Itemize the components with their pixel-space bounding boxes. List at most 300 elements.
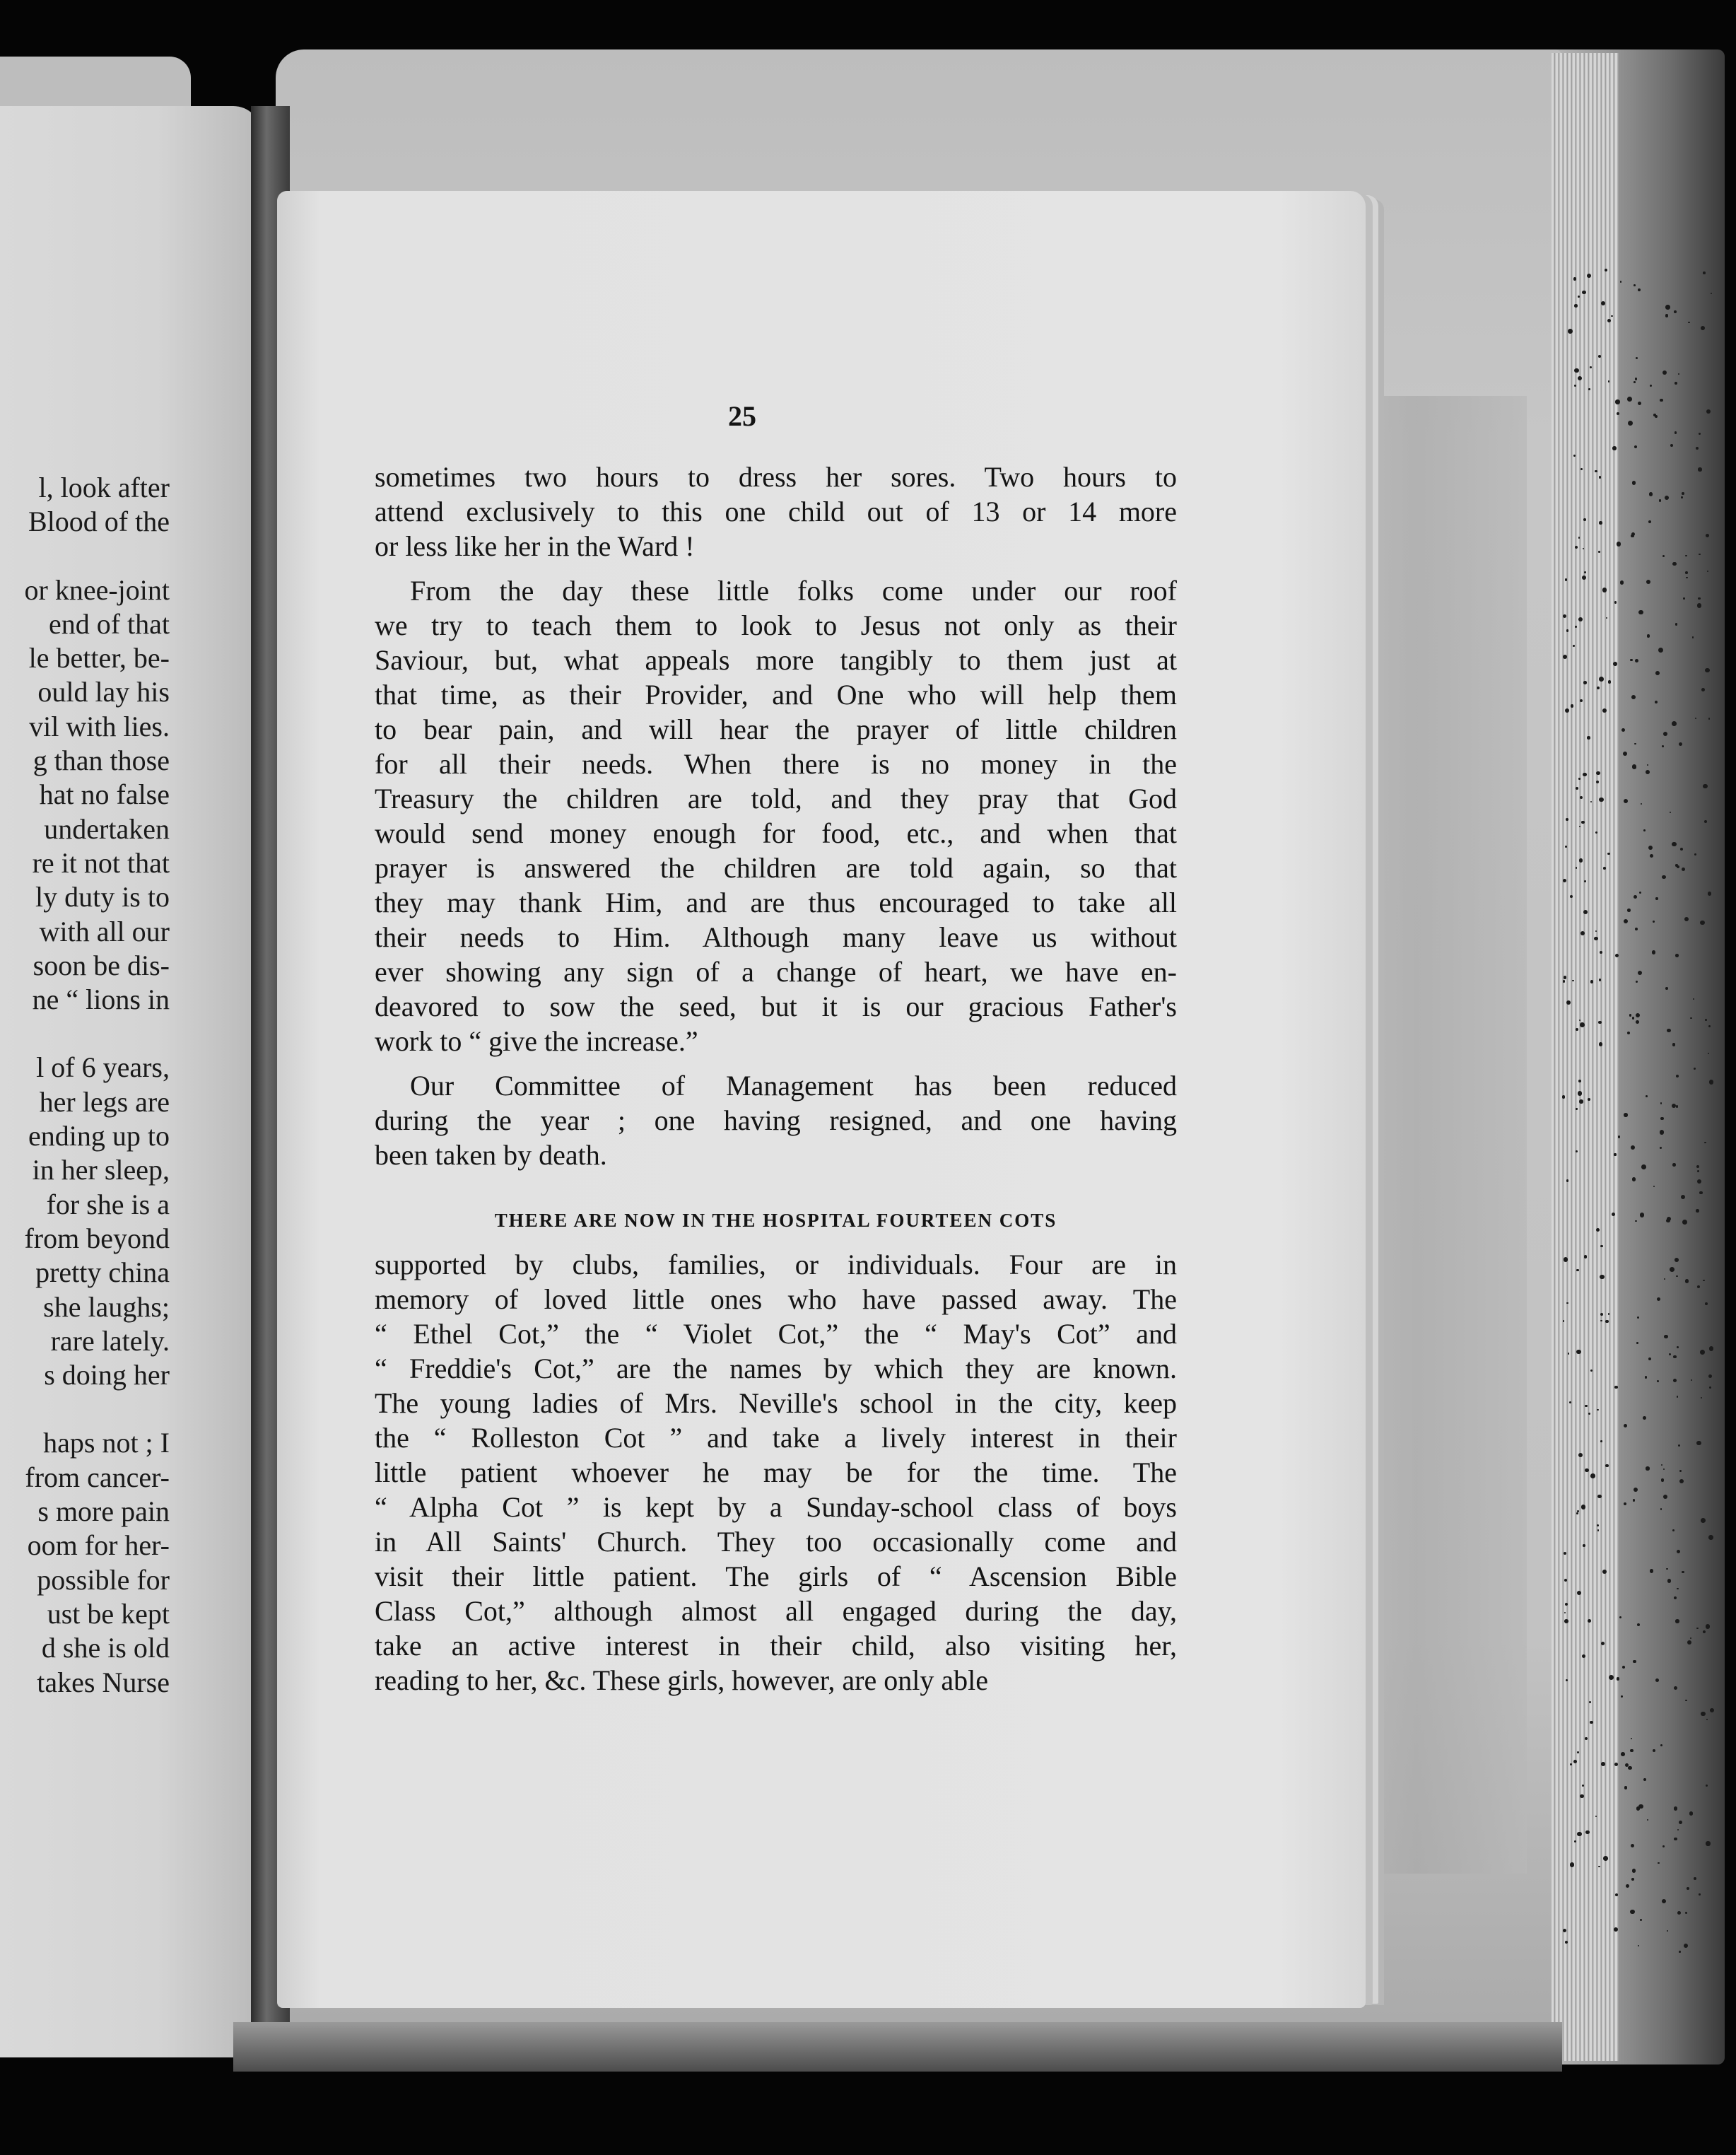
speck bbox=[1633, 1499, 1635, 1501]
speck bbox=[1693, 998, 1694, 1000]
left-text-line: soon be dis- bbox=[33, 949, 170, 981]
speck bbox=[1568, 329, 1573, 334]
speck bbox=[1684, 1944, 1688, 1948]
speck bbox=[1646, 1095, 1648, 1097]
speck bbox=[1698, 467, 1702, 472]
speck bbox=[1578, 1453, 1583, 1457]
speck bbox=[1631, 1844, 1634, 1847]
left-text-line: d she is old bbox=[41, 1632, 170, 1664]
speck bbox=[1662, 370, 1667, 375]
speck bbox=[1635, 767, 1636, 769]
speck bbox=[1631, 695, 1636, 699]
speck bbox=[1653, 1749, 1655, 1752]
speck bbox=[1585, 1830, 1589, 1834]
speck bbox=[1705, 668, 1710, 673]
text-line: little patient whoever he may be for the time. The bbox=[375, 1456, 1177, 1488]
speck bbox=[1621, 1695, 1622, 1697]
speck bbox=[1583, 773, 1586, 776]
speck bbox=[1662, 875, 1666, 880]
speck bbox=[1677, 1550, 1680, 1553]
speck bbox=[1673, 1355, 1677, 1359]
speck bbox=[1578, 1091, 1582, 1095]
speck bbox=[1638, 288, 1641, 291]
speck bbox=[1646, 770, 1650, 774]
speck bbox=[1621, 1752, 1625, 1756]
speck bbox=[1643, 829, 1646, 831]
bleed-through-illustration bbox=[1343, 396, 1527, 1874]
speck bbox=[1624, 1113, 1628, 1117]
left-text-line: or knee-joint bbox=[24, 573, 170, 606]
speck bbox=[1597, 1495, 1601, 1498]
speck bbox=[1660, 1147, 1662, 1149]
speck bbox=[1679, 1479, 1684, 1483]
left-text-line: ust be kept bbox=[47, 1597, 170, 1630]
speck bbox=[1662, 745, 1664, 747]
text-line: for all their needs. When there is no money in the bbox=[375, 748, 1177, 780]
speck bbox=[1638, 610, 1643, 615]
speck bbox=[1675, 864, 1677, 866]
speck bbox=[1595, 1816, 1597, 1817]
speck bbox=[1708, 1374, 1712, 1378]
speck bbox=[1653, 414, 1656, 416]
speck bbox=[1576, 787, 1578, 790]
speck bbox=[1614, 1927, 1618, 1932]
speck bbox=[1630, 659, 1632, 661]
speck bbox=[1581, 1505, 1585, 1509]
speck bbox=[1585, 1405, 1588, 1408]
speck bbox=[1615, 399, 1619, 404]
text-line: would send money enough for food, etc., and when that bbox=[375, 817, 1177, 849]
speck bbox=[1565, 846, 1567, 848]
speck bbox=[1708, 1535, 1713, 1540]
speck bbox=[1613, 662, 1617, 666]
speck bbox=[1564, 1619, 1568, 1623]
speck bbox=[1682, 868, 1685, 871]
left-text-line: end of that bbox=[48, 607, 170, 640]
speck bbox=[1646, 1466, 1649, 1470]
left-text-line: l, look after bbox=[38, 472, 170, 503]
speck bbox=[1630, 1910, 1634, 1914]
left-page-text bbox=[0, 471, 170, 1700]
speck bbox=[1599, 677, 1604, 682]
left-text-line: ly duty is to bbox=[35, 881, 170, 913]
text-line: been taken by death. bbox=[375, 1139, 607, 1171]
speck bbox=[1661, 1464, 1662, 1466]
text-line: their needs to Him. Although many leave us without bbox=[375, 921, 1177, 953]
left-text-line: ending up to bbox=[28, 1120, 170, 1152]
text-line: The young ladies of Mrs. Neville's school in the city, keep bbox=[375, 1387, 1177, 1419]
speck bbox=[1590, 366, 1592, 368]
speck bbox=[1660, 399, 1662, 402]
speck bbox=[1704, 820, 1707, 823]
speck bbox=[1670, 1267, 1675, 1272]
speck bbox=[1706, 1841, 1710, 1845]
speck bbox=[1627, 909, 1631, 912]
speck bbox=[1641, 1164, 1646, 1169]
speck bbox=[1665, 987, 1668, 990]
text-line: “ Freddie's Cot,” are the names by which they are known. bbox=[375, 1353, 1177, 1384]
speck bbox=[1598, 551, 1600, 553]
left-text-line: pretty china bbox=[35, 1256, 170, 1289]
left-text-line: from beyond bbox=[24, 1222, 170, 1254]
speck bbox=[1598, 1021, 1602, 1024]
text-line: memory of loved little ones who have passed away. The bbox=[375, 1283, 1177, 1315]
text-line: take an active interest in their child, also visiting her, bbox=[375, 1630, 1177, 1661]
speck bbox=[1658, 1862, 1659, 1864]
speck bbox=[1665, 305, 1670, 309]
text-line: we try to teach them to look to Jesus not only as their bbox=[375, 609, 1177, 641]
speck bbox=[1655, 671, 1660, 675]
speck bbox=[1662, 555, 1665, 557]
text-line: Our Committee of Management has been reduced bbox=[410, 1070, 1177, 1102]
speck bbox=[1675, 431, 1677, 434]
text-line: deavored to sow the seed, but it is our gracious Father's bbox=[375, 991, 1177, 1022]
section-heading: THERE ARE NOW IN THE HOSPITAL FOURTEEN COTS bbox=[494, 1210, 1057, 1231]
text-line: during the year ; one having resigned, and one having bbox=[375, 1104, 1177, 1136]
speck bbox=[1563, 980, 1566, 983]
speck bbox=[1685, 571, 1688, 574]
text-line: From the day these little folks come under our roof bbox=[410, 575, 1177, 607]
speck bbox=[1675, 1258, 1679, 1262]
speck bbox=[1600, 1245, 1603, 1248]
speck bbox=[1677, 1396, 1679, 1398]
text-line: reading to her, &c. These girls, however, are only able bbox=[375, 1664, 988, 1696]
speck bbox=[1582, 1785, 1584, 1787]
speck bbox=[1667, 1930, 1668, 1932]
speck bbox=[1600, 1313, 1603, 1316]
speck bbox=[1643, 1416, 1646, 1420]
speck bbox=[1705, 1302, 1708, 1305]
speck bbox=[1682, 1571, 1684, 1573]
speck bbox=[1583, 681, 1587, 684]
speck bbox=[1699, 1893, 1700, 1895]
speck bbox=[1624, 799, 1628, 803]
speck bbox=[1683, 597, 1684, 599]
speck bbox=[1582, 291, 1586, 295]
speck bbox=[1619, 1616, 1621, 1618]
speck bbox=[1708, 718, 1710, 719]
speck bbox=[1578, 778, 1580, 779]
speck bbox=[1563, 614, 1566, 618]
left-text-line: Blood of the bbox=[28, 506, 170, 538]
left-text-line: le better, be- bbox=[28, 642, 170, 674]
text-line: “ Ethel Cot,” the “ Violet Cot,” the “ May's Cot” and bbox=[375, 1318, 1177, 1350]
speck bbox=[1655, 1678, 1659, 1682]
speck bbox=[1580, 1022, 1585, 1027]
speck bbox=[1659, 499, 1661, 501]
speck bbox=[1576, 1108, 1577, 1109]
speck bbox=[1660, 1102, 1662, 1104]
speck bbox=[1578, 617, 1583, 621]
speck bbox=[1696, 447, 1699, 450]
speck bbox=[1710, 1708, 1714, 1712]
speck bbox=[1635, 378, 1638, 380]
speck bbox=[1655, 897, 1658, 899]
speck bbox=[1631, 1878, 1634, 1881]
speck bbox=[1583, 1544, 1585, 1547]
text-line: they may thank Him, and are thus encouraged to take all bbox=[375, 887, 1177, 918]
speck bbox=[1705, 1019, 1707, 1021]
speck bbox=[1636, 1342, 1638, 1344]
speck bbox=[1635, 928, 1638, 930]
speck bbox=[1676, 1105, 1678, 1107]
speck bbox=[1599, 1042, 1602, 1046]
text-line: Saviour, but, what appeals more tangibly to them just at bbox=[375, 644, 1177, 676]
speck bbox=[1566, 818, 1568, 821]
speck bbox=[1660, 1117, 1664, 1121]
speck bbox=[1614, 1153, 1616, 1155]
text-line: in All Saints' Church. They too occasionally come and bbox=[375, 1526, 1177, 1558]
left-text-line: l of 6 years, bbox=[36, 1051, 170, 1084]
speck bbox=[1709, 1346, 1713, 1350]
speck bbox=[1574, 304, 1578, 308]
speck bbox=[1672, 562, 1677, 566]
speck bbox=[1646, 580, 1650, 584]
speck bbox=[1672, 1529, 1675, 1531]
speck bbox=[1700, 921, 1705, 925]
speck bbox=[1682, 1220, 1687, 1225]
speck bbox=[1580, 796, 1583, 799]
speck bbox=[1672, 842, 1677, 847]
speck bbox=[1696, 1209, 1699, 1213]
speck bbox=[1632, 1869, 1636, 1873]
speck bbox=[1602, 588, 1607, 592]
speck bbox=[1573, 645, 1575, 647]
speck bbox=[1580, 931, 1585, 935]
speck bbox=[1694, 853, 1696, 855]
speck bbox=[1696, 1165, 1699, 1168]
left-text-line: for she is a bbox=[46, 1188, 170, 1220]
text-line: or less like her in the Ward ! bbox=[375, 530, 695, 562]
speck bbox=[1603, 867, 1606, 870]
speck bbox=[1708, 1025, 1711, 1027]
speck bbox=[1681, 496, 1683, 498]
left-text-line: oom for her- bbox=[27, 1529, 170, 1562]
speck bbox=[1621, 728, 1625, 732]
page-bottom-shadow bbox=[233, 2022, 1562, 2072]
speck bbox=[1660, 1744, 1662, 1746]
left-text-line: vil with lies. bbox=[29, 710, 170, 742]
speck bbox=[1640, 1213, 1644, 1217]
speck bbox=[1701, 326, 1705, 330]
speck bbox=[1588, 1619, 1591, 1623]
left-text-line: re it not that bbox=[32, 846, 170, 879]
speck bbox=[1588, 388, 1590, 390]
speck bbox=[1576, 1512, 1578, 1514]
left-text-line: undertaken bbox=[44, 812, 170, 845]
text-line: Class Cot,” although almost all engaged during the day, bbox=[375, 1595, 1177, 1627]
speck bbox=[1601, 1762, 1605, 1766]
speck bbox=[1598, 355, 1601, 358]
speck bbox=[1660, 1130, 1664, 1134]
text-line: to bear pain, and will hear the prayer of little children bbox=[375, 713, 1177, 745]
speck bbox=[1563, 1320, 1564, 1321]
main-page-text bbox=[375, 460, 1177, 1698]
speck bbox=[1565, 1941, 1568, 1944]
text-line: attend exclusively to this one child out of 13 or 14 more bbox=[375, 496, 1177, 527]
left-text-line: g than those bbox=[33, 744, 170, 777]
speck bbox=[1584, 571, 1586, 573]
speck bbox=[1663, 732, 1667, 736]
text-line: work to “ give the increase.” bbox=[375, 1025, 698, 1057]
speck bbox=[1689, 1811, 1694, 1816]
speck bbox=[1574, 368, 1578, 373]
speck bbox=[1706, 1719, 1708, 1720]
speck bbox=[1566, 1000, 1571, 1005]
speck bbox=[1675, 382, 1677, 385]
speck bbox=[1697, 1285, 1700, 1288]
speck bbox=[1570, 1862, 1575, 1867]
speck bbox=[1587, 736, 1590, 739]
speck bbox=[1624, 1786, 1628, 1789]
text-line: sometimes two hours to dress her sores. Two hours to bbox=[375, 461, 1177, 493]
text-line: ever showing any sign of a change of heart, we have en- bbox=[375, 956, 1177, 988]
text-line: visit their little patient. The girls of “ Ascension Bible bbox=[375, 1560, 1177, 1592]
speck bbox=[1675, 954, 1679, 957]
speck bbox=[1708, 1053, 1709, 1054]
speck bbox=[1578, 296, 1580, 298]
page-number: 25 bbox=[728, 400, 756, 432]
speck bbox=[1696, 1628, 1698, 1629]
speck bbox=[1694, 1068, 1696, 1070]
left-text-line: takes Nurse bbox=[37, 1666, 170, 1698]
speck bbox=[1579, 1020, 1580, 1021]
speck bbox=[1576, 1269, 1579, 1272]
speck bbox=[1706, 1624, 1711, 1629]
text-line: that time, as their Provider, and One who will help them bbox=[375, 679, 1177, 711]
text-line: Treasury the children are told, and they pray that God bbox=[375, 783, 1177, 814]
speck bbox=[1618, 1135, 1620, 1138]
speck bbox=[1667, 1029, 1671, 1033]
speck bbox=[1634, 1488, 1638, 1492]
speck bbox=[1599, 979, 1601, 981]
left-text-line: possible for bbox=[37, 1563, 170, 1596]
left-text-line: hat no false bbox=[39, 778, 170, 811]
speck bbox=[1696, 1441, 1701, 1445]
left-text-line: her legs are bbox=[39, 1085, 170, 1118]
speck bbox=[1704, 1142, 1706, 1143]
speck bbox=[1638, 971, 1642, 975]
text-line: the “ Rolleston Cot ” and take a lively interest in their bbox=[375, 1422, 1177, 1454]
speck bbox=[1692, 636, 1694, 638]
left-text-line: with all our bbox=[39, 915, 170, 947]
speck bbox=[1620, 580, 1624, 584]
speck bbox=[1566, 629, 1568, 631]
speck bbox=[1672, 721, 1677, 726]
speck bbox=[1645, 1376, 1648, 1379]
speck bbox=[1623, 752, 1627, 756]
speck bbox=[1653, 921, 1654, 922]
speck bbox=[1609, 1675, 1614, 1680]
speck bbox=[1647, 1819, 1648, 1821]
speck bbox=[1699, 433, 1701, 435]
left-text-line: ould lay his bbox=[37, 676, 170, 708]
speck bbox=[1678, 373, 1679, 375]
speck bbox=[1576, 867, 1577, 868]
speck bbox=[1641, 803, 1642, 805]
speck bbox=[1639, 892, 1641, 894]
speck bbox=[1701, 1518, 1706, 1523]
speck bbox=[1579, 858, 1583, 863]
left-text-line: haps not ; I bbox=[43, 1427, 170, 1459]
speck bbox=[1575, 626, 1577, 628]
speck bbox=[1638, 1804, 1643, 1809]
speck bbox=[1590, 1473, 1595, 1478]
page-stack-edge bbox=[1552, 53, 1619, 2061]
speck bbox=[1674, 1838, 1677, 1840]
speck bbox=[1583, 518, 1586, 521]
speck bbox=[1672, 1163, 1676, 1167]
speck bbox=[1667, 1579, 1672, 1583]
left-text-line: s doing her bbox=[44, 1359, 170, 1391]
speck bbox=[1600, 1440, 1602, 1442]
speck bbox=[1634, 895, 1637, 899]
speck bbox=[1607, 319, 1611, 322]
speck bbox=[1655, 701, 1658, 703]
speck bbox=[1579, 1099, 1583, 1103]
speck bbox=[1580, 1794, 1583, 1798]
speck bbox=[1711, 293, 1712, 294]
speck bbox=[1594, 937, 1597, 940]
speck bbox=[1629, 1014, 1631, 1016]
text-line: “ Alpha Cot ” is kept by a Sunday-school class of boys bbox=[375, 1491, 1177, 1523]
text-line: supported by clubs, families, or individuals. Four are in bbox=[375, 1249, 1177, 1280]
text-line: prayer is answered the children are told again, so that bbox=[375, 852, 1177, 884]
left-text-line: from cancer- bbox=[25, 1461, 170, 1493]
speck bbox=[1612, 446, 1616, 450]
speck bbox=[1679, 1951, 1681, 1953]
speck bbox=[1578, 537, 1580, 539]
speck bbox=[1664, 1335, 1667, 1338]
speck bbox=[1631, 532, 1635, 536]
speck bbox=[1708, 892, 1712, 896]
speck bbox=[1599, 521, 1602, 524]
speck bbox=[1573, 455, 1576, 457]
speck bbox=[1665, 314, 1668, 317]
speck bbox=[1682, 492, 1684, 495]
speck bbox=[1599, 476, 1602, 479]
speck bbox=[1709, 1386, 1711, 1389]
speck bbox=[1626, 1884, 1629, 1888]
left-text-line: ne “ lions in bbox=[32, 983, 170, 1016]
speck bbox=[1608, 380, 1609, 382]
speck bbox=[1637, 1316, 1639, 1319]
speck bbox=[1617, 412, 1619, 415]
speck bbox=[1627, 1032, 1630, 1034]
speck bbox=[1685, 555, 1687, 556]
speck bbox=[1582, 576, 1586, 580]
speck bbox=[1657, 1380, 1659, 1382]
speck bbox=[1605, 1320, 1609, 1324]
speck bbox=[1577, 1832, 1581, 1836]
speck bbox=[1565, 1603, 1568, 1606]
left-text-line: s more pain bbox=[37, 1495, 170, 1528]
speck bbox=[1688, 322, 1689, 323]
speck bbox=[1703, 1280, 1705, 1282]
speck bbox=[1685, 1279, 1689, 1283]
speck bbox=[1628, 421, 1633, 426]
left-text-line: she laughs; bbox=[43, 1290, 170, 1323]
speck bbox=[1675, 1619, 1679, 1623]
speck bbox=[1709, 1080, 1714, 1085]
left-text-line: in her sleep, bbox=[32, 1154, 170, 1186]
speck bbox=[1562, 1095, 1565, 1098]
speck bbox=[1576, 1028, 1578, 1031]
speck bbox=[1596, 781, 1599, 783]
left-text-line: rare lately. bbox=[50, 1324, 170, 1357]
speck bbox=[1630, 1749, 1634, 1753]
speck bbox=[1650, 385, 1652, 387]
